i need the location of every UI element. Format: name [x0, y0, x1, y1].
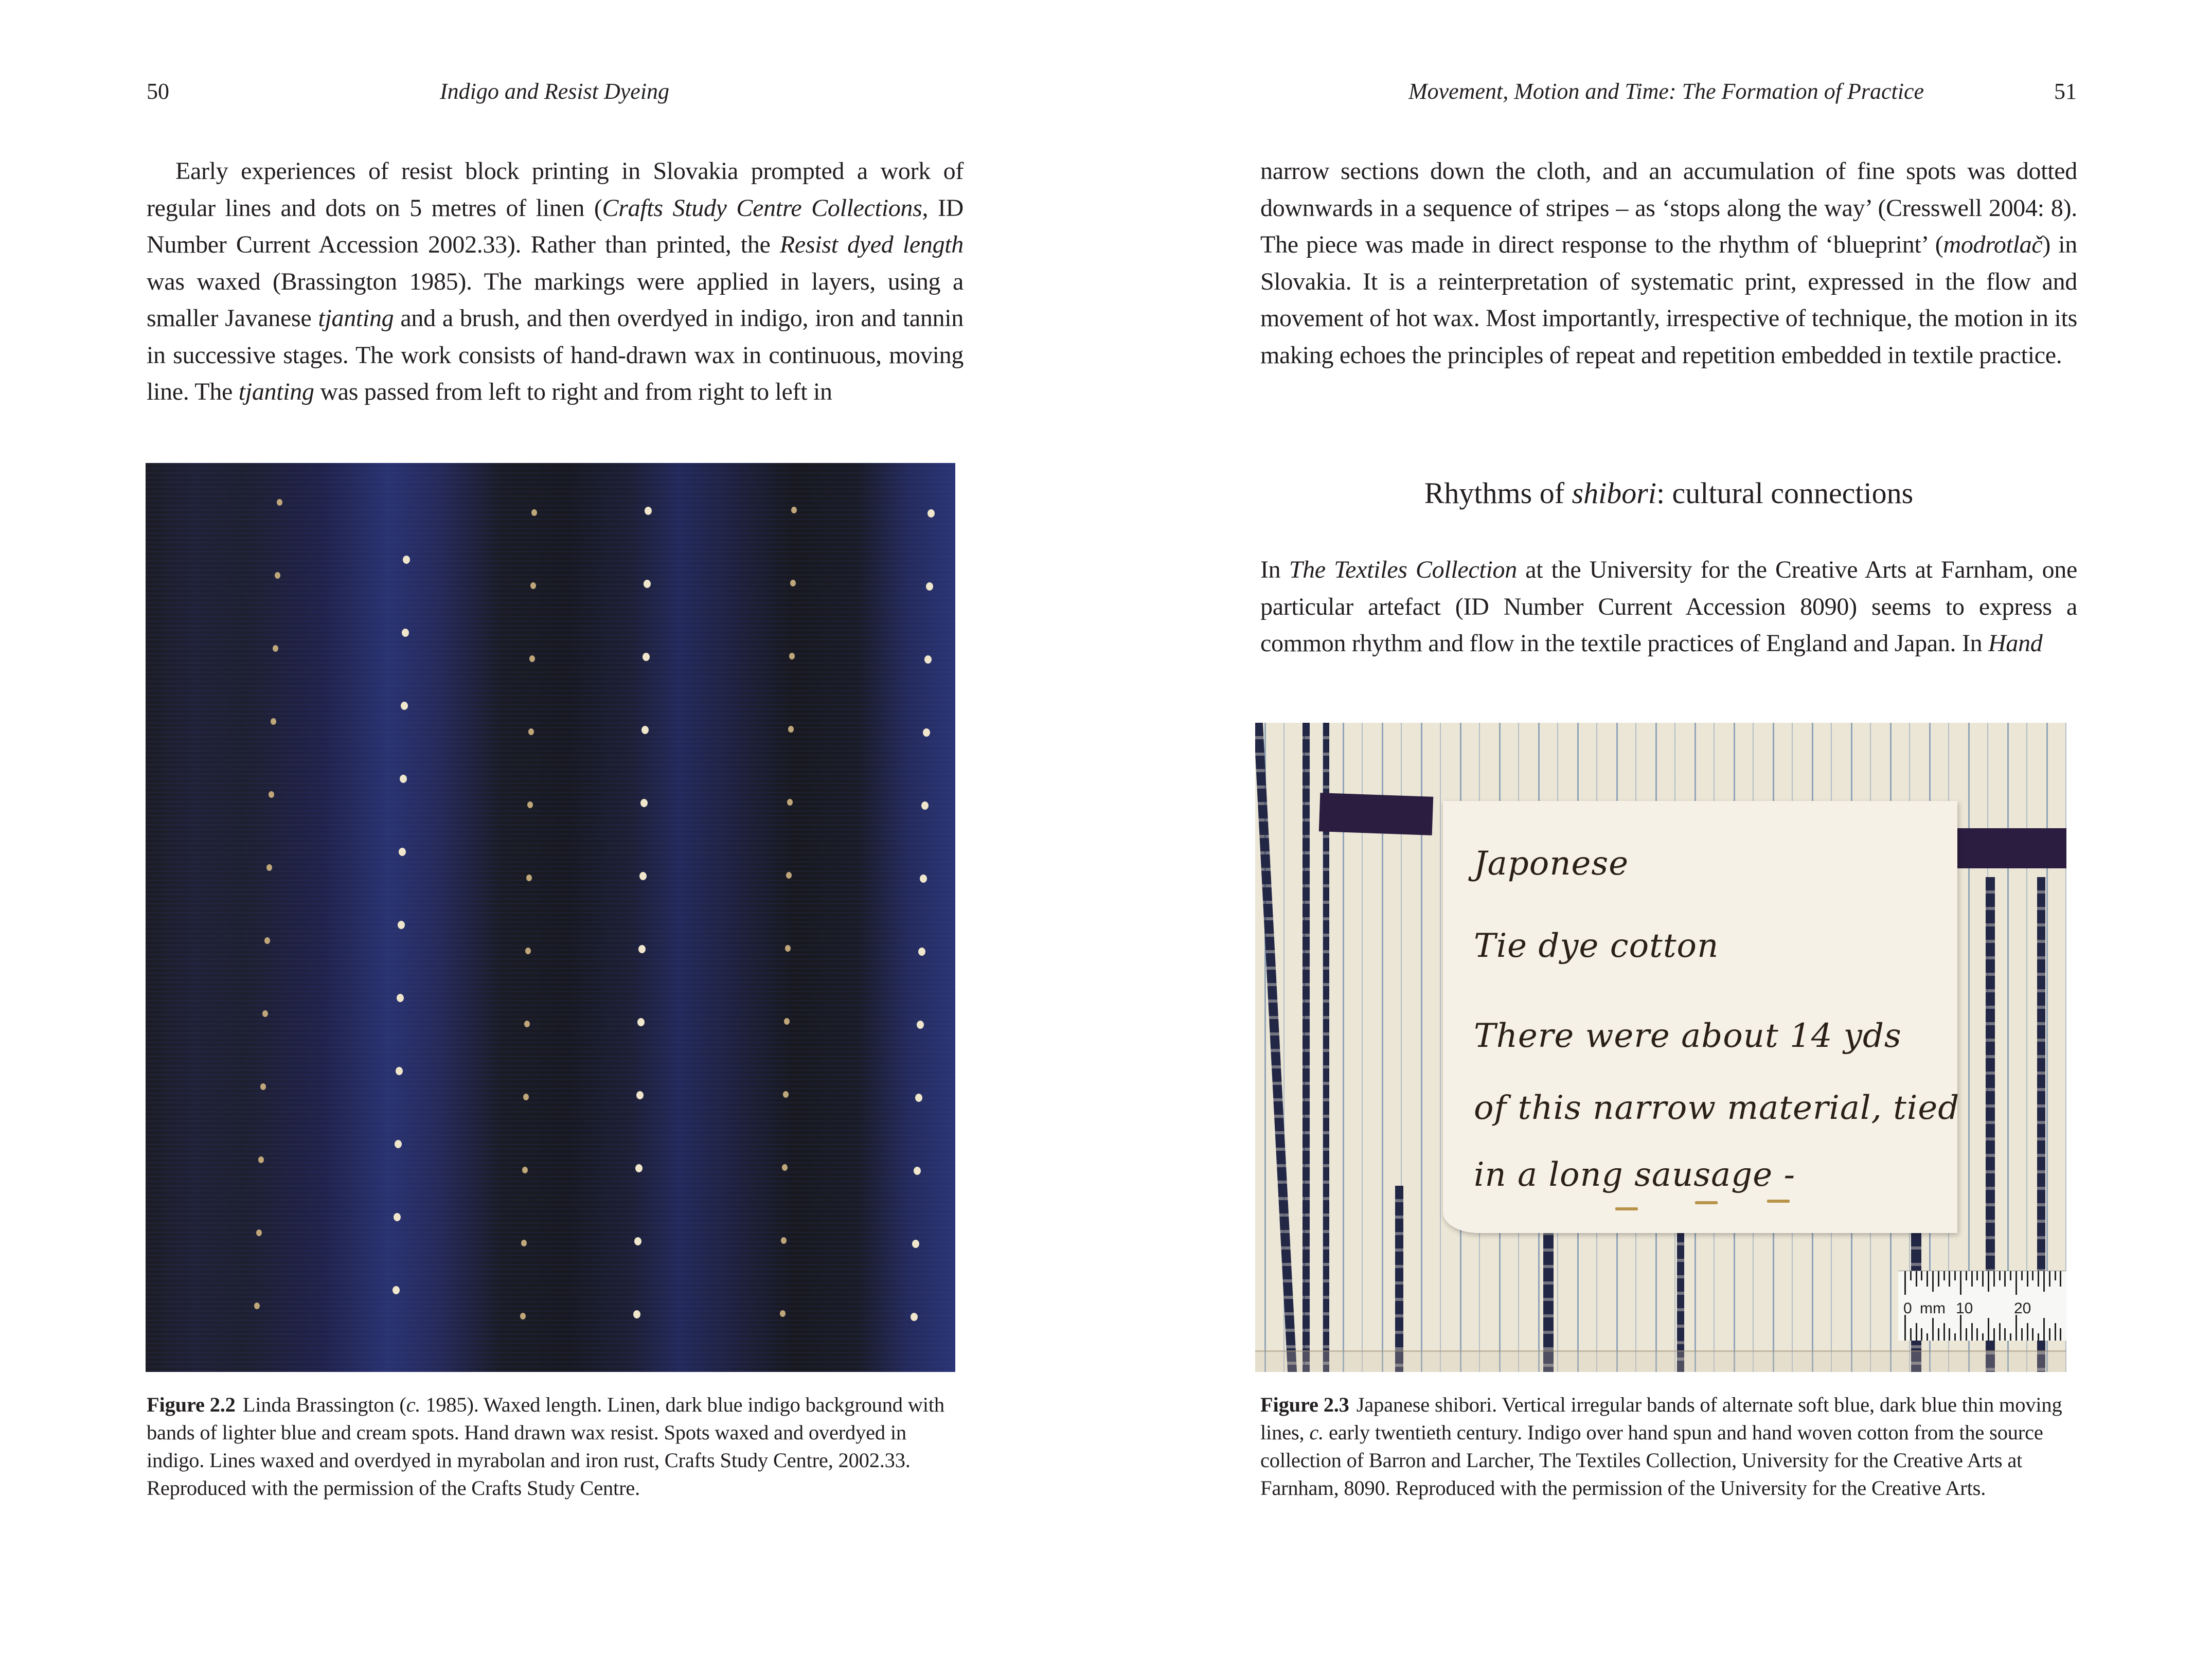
figure-label: Figure 2.2 [147, 1393, 236, 1416]
ruler-tick [1982, 1333, 1984, 1341]
wax-dot [914, 1167, 921, 1175]
wax-dot [273, 645, 278, 652]
wax-dot [789, 653, 795, 659]
wax-dot [911, 1313, 918, 1321]
wax-dot [924, 655, 932, 664]
paragraph: narrow sections down the cloth, and an accumulation of fine spots was dotted downwards in a sequence of stripes – as ‘stops along the way’ (Cresswell 2004: 8). The piece was made in direct response to the rhythm of ‘blueprint’ (modrotlač) in Slovakia. It is a reinterpretation of systematic print, expressed in the flow and movement of hot wax. Most importantly, irrespective of technique, the motion in its making echoes the principles of repeat and repetition embedded in textile practice. [1260, 157, 2077, 369]
ruler-tick [1988, 1318, 1989, 1341]
label-line: There were about 14 yds [1474, 1017, 1902, 1055]
wax-dot [782, 1164, 788, 1171]
body-text-bottom [1260, 551, 2077, 662]
ruler-tick [1999, 1323, 2001, 1341]
paragraph: In The Textiles Collection at the University for the Creative Arts at Farnham, one particular artefact (ID Number Current Accession 8090) seems to express a common rhythm and flow in the textile practices of England and Japan. In Hand [1260, 556, 2077, 657]
wax-dot [529, 655, 535, 662]
wax-dot [275, 572, 280, 579]
label-line: of this narrow material, tied [1474, 1089, 1960, 1127]
wax-dot [522, 1167, 528, 1173]
figure-2-3-image [1255, 723, 2066, 1372]
paragraph: Early experiences of resist block printing in Slovakia prompted a work of regular lines and dots on 5 metres of linen (Crafts Study Centre Collections, ID Number Current Accession 2002.33). Rather than printed, the Resist dyed length was waxed (Brassington 1985). The markings were applied in layers, using a smaller Javanese tjanting and a brush, and then overdyed in indigo, iron and tannin in successive stages. The work consists of hand-drawn wax in continuous, moving line. The tjanting was passed from left to right and from right to left in [147, 157, 964, 405]
ruler-tick [1949, 1328, 1950, 1341]
wax-dot [260, 1083, 266, 1090]
ruler-tick [2021, 1328, 2023, 1341]
ruler-label: mm [1920, 1300, 1946, 1317]
wax-dot [645, 507, 652, 515]
ruler-tick [2043, 1318, 2045, 1341]
wax-dot [256, 1229, 262, 1236]
wax-dot [791, 507, 797, 513]
wax-dot [266, 864, 272, 871]
wax-dot [264, 937, 270, 944]
wax-dot [397, 994, 404, 1002]
ruler-tick [2010, 1333, 2011, 1341]
wax-dot [531, 509, 537, 516]
ruler-tick [2004, 1328, 2006, 1341]
label-line: Tie dye cotton [1474, 927, 1719, 965]
ruler-tick [2027, 1323, 2028, 1341]
wax-dot [635, 1164, 643, 1172]
wax-dot [398, 921, 405, 929]
wax-dot [527, 801, 533, 808]
ruler-tick [1949, 1271, 1950, 1287]
ruler-tick [2021, 1271, 2023, 1280]
staple [1767, 1200, 1790, 1203]
ruler-tick [1982, 1271, 1984, 1287]
label-line: in a long sausage - [1474, 1156, 1796, 1194]
ruler-tick [2060, 1271, 2061, 1287]
wax-dot [917, 1021, 924, 1029]
wax-dot [781, 1237, 787, 1244]
ruler-tick [2038, 1271, 2039, 1287]
ruler-tick [2010, 1271, 2011, 1280]
wax-dot [271, 718, 276, 725]
staple [1695, 1201, 1718, 1204]
wax-dot [780, 1310, 786, 1317]
wax-dot [640, 799, 648, 807]
wax-dot [394, 1213, 401, 1221]
ruler-tick [2015, 1271, 2017, 1295]
wax-dot [393, 1286, 400, 1294]
ruler-tick [1916, 1271, 1917, 1287]
ruler-tick [1932, 1318, 1934, 1341]
wax-dot [920, 875, 927, 883]
wax-dot [927, 509, 935, 518]
right-page [1106, 0, 2212, 1659]
ruler-tick [1904, 1315, 1906, 1341]
ruler-tick [2049, 1328, 2050, 1341]
wax-dot [637, 1018, 645, 1026]
page-number: 50 [147, 79, 169, 104]
wax-dot [926, 582, 933, 591]
wax-dot [403, 556, 410, 564]
wax-dot [912, 1240, 919, 1248]
ruler-tick [2055, 1323, 2056, 1341]
wax-dot [262, 1010, 268, 1017]
ruler-tick [2049, 1271, 2050, 1287]
wax-dot [915, 1094, 922, 1102]
figure-2-2-caption: Figure 2.2 Linda Brassington (c. 1985). Waxed length. Linen, dark blue indigo background with bands of lighter blue and cream spots. Hand drawn wax resist. Spots waxed and overdyed in indigo. Lines waxed and overdyed in myrabolan and iron rust, Crafts Study Centre, 2002.33. Reproduced with the permission of the Crafts Study Centre. [147, 1393, 944, 1500]
wax-dot [921, 801, 929, 810]
ruler-tick [1921, 1271, 1922, 1280]
figure-label: Figure 2.3 [1260, 1393, 1349, 1416]
page-number: 51 [2054, 79, 2077, 104]
wax-dot [643, 653, 650, 661]
ruler-tick [1966, 1328, 1967, 1341]
ruler-tick [1943, 1271, 1945, 1280]
ruler-tick [2055, 1271, 2056, 1280]
ruler-tick [1976, 1328, 1978, 1341]
ruler-tick [2032, 1328, 2033, 1341]
ruler-label: 0 [1903, 1300, 1912, 1317]
ruler-tick [1921, 1328, 1922, 1341]
body-text [147, 153, 964, 411]
ruler-tick [1988, 1271, 1989, 1292]
ruler-tick [1943, 1323, 1945, 1341]
wax-dot [258, 1156, 264, 1163]
wax-dot [783, 1091, 789, 1098]
ruler-tick [2015, 1315, 2017, 1341]
wax-dot [524, 1021, 530, 1027]
wax-dot [639, 872, 647, 880]
ruler-tick [1932, 1271, 1934, 1292]
indigo-stripe [1395, 1186, 1403, 1372]
ruler-tick [1954, 1333, 1956, 1341]
wax-dot [785, 945, 791, 952]
wax-dot [641, 726, 649, 734]
wax-dot [784, 1018, 790, 1025]
ruler-tick [1993, 1271, 1995, 1287]
wax-dot [399, 848, 406, 856]
ruler-tick [1938, 1328, 1939, 1341]
scale-ruler [1898, 1271, 2066, 1341]
handwritten-label [1443, 801, 1960, 1233]
wax-dot [918, 948, 925, 956]
ruler-tick [1960, 1271, 1961, 1295]
wax-dot [254, 1303, 260, 1309]
figure-2-2-image [146, 463, 955, 1372]
wax-dot [525, 948, 531, 954]
section-heading: Rhythms of shibori: cultural connections [1424, 476, 1914, 510]
wax-dot [396, 1067, 403, 1075]
wax-dot [788, 726, 794, 733]
wax-dot [402, 629, 409, 637]
ruler-tick [1954, 1271, 1956, 1280]
ruler-tick [2027, 1271, 2028, 1287]
ruler-tick [1971, 1323, 1973, 1341]
wax-dot [633, 1310, 640, 1318]
ribbon-left [1319, 793, 1433, 835]
ruler-label: 20 [2014, 1300, 2031, 1317]
ruler-tick [2043, 1271, 2045, 1292]
ruler-tick [1938, 1271, 1939, 1287]
ruler-tick [1910, 1328, 1912, 1341]
ruler-tick [1926, 1271, 1928, 1287]
wax-dot [521, 1240, 527, 1246]
ruler-tick [1976, 1271, 1978, 1280]
wax-dot [790, 580, 796, 586]
fabric-fold [1255, 1350, 2066, 1372]
ruler-tick [1916, 1323, 1917, 1341]
wax-dot [277, 499, 282, 506]
ruler-tick [1926, 1333, 1928, 1341]
ruler-tick [1971, 1271, 1973, 1287]
figure-2-3-caption: Figure 2.3 Japanese shibori. Vertical irregular bands of alternate soft blue, dark blue thin moving lines, c. early twentieth century. Indigo over hand spun and hand woven cotton from the source collection of Barron and Larcher, The Textiles Collection, University for the Creative Arts at Farnham, 8090. Reproduced with the permission of the University for the Creative Arts. [1260, 1393, 2062, 1500]
label-line: Japonese [1474, 845, 1629, 883]
wax-dot [644, 580, 651, 588]
wax-dot [520, 1313, 526, 1319]
running-head: Movement, Motion and Time: The Formation of Practice [1408, 79, 1924, 104]
body-text-top [1260, 153, 2077, 373]
ruler-tick [2060, 1328, 2061, 1341]
ruler-tick [1960, 1315, 1961, 1341]
wax-dot [269, 791, 274, 798]
wax-dot [786, 872, 792, 879]
wax-dot [395, 1140, 402, 1148]
ruler-tick [1993, 1328, 1995, 1341]
ruler-tick [1904, 1271, 1906, 1295]
wax-dot [923, 728, 930, 737]
staple [1615, 1207, 1638, 1210]
wax-dot [636, 1091, 644, 1099]
wax-dot [526, 875, 532, 881]
wax-dot [638, 945, 646, 953]
wax-dot [400, 775, 407, 783]
wax-dot [530, 582, 536, 589]
wax-dot [401, 702, 408, 710]
ruler-tick [1999, 1271, 2001, 1280]
indigo-stripe [1255, 723, 1297, 1372]
ruler-tick [1910, 1271, 1912, 1280]
ruler-label: 10 [1956, 1300, 1973, 1317]
wax-dot [787, 799, 793, 806]
wax-dot [528, 728, 534, 735]
ruler-tick [2032, 1271, 2033, 1280]
ruler-tick [1966, 1271, 1967, 1280]
ruler-tick [2004, 1271, 2006, 1287]
indigo-stripe [1303, 723, 1310, 1372]
ruler-tick [2038, 1333, 2039, 1341]
running-head: Indigo and Resist Dyeing [440, 79, 670, 104]
wax-dot [523, 1094, 529, 1100]
wax-dot [634, 1237, 641, 1245]
